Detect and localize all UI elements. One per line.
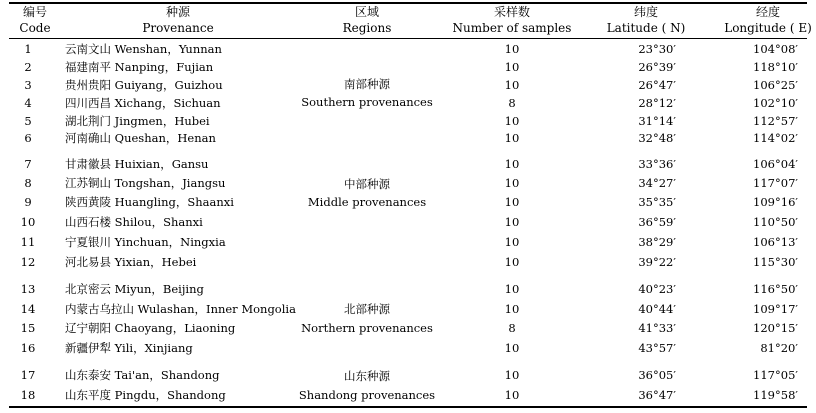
row-code: 15 [20,321,36,335]
region-label-zh: 中部种源 [344,177,390,191]
region-label-zh: 南部种源 [344,77,390,91]
row-longitude: 119°58′ [753,388,798,402]
region-label-en: Middle provenances [307,195,427,209]
row-longitude: 109°17′ [753,302,798,316]
row-longitude: 106°04′ [753,157,798,171]
row-code: 3 [24,78,32,92]
row-provenance: 河南确山 Queshan，Henan [65,131,216,145]
row-provenance: 河北易县 Yixian，Hebei [65,255,197,269]
row-code: 7 [24,157,32,171]
row-samples: 8 [508,321,516,335]
region-label-en: Southern provenances [301,95,433,109]
row-provenance: 辽宁朝阳 Chaoyang，Liaoning [65,321,236,335]
row-code: 12 [20,255,36,269]
row-latitude: 38°29′ [638,235,676,249]
region-label-en: Northern provenances [301,321,433,335]
row-samples: 10 [504,341,520,355]
row-samples: 10 [504,131,520,145]
header-samples-zh: 采样数 [493,5,531,19]
row-provenance: 贵州贵阳 Guiyang，Guizhou [65,78,223,92]
table-bottom-rule [9,406,807,408]
row-latitude: 36°59′ [638,215,676,229]
row-provenance: 北京密云 Miyun，Beijing [65,282,204,296]
row-samples: 10 [504,60,520,74]
row-longitude: 117°05′ [753,368,798,382]
row-code: 5 [24,114,32,128]
header-code-en: Code [19,21,51,35]
row-latitude: 28°12′ [638,96,676,110]
row-provenance: 山东泰安 Tai'an，Shandong [65,368,220,382]
row-samples: 10 [504,302,520,316]
row-code: 14 [20,302,36,316]
row-latitude: 23°30′ [638,42,676,56]
row-code: 13 [20,282,36,296]
header-region-en: Regions [342,21,392,35]
row-provenance: 福建南平 Nanping，Fujian [65,60,214,74]
row-latitude: 36°05′ [638,368,676,382]
row-longitude: 114°02′ [753,131,798,145]
row-longitude: 106°25′ [753,78,798,92]
row-longitude: 112°57′ [753,114,798,128]
row-longitude: 81°20′ [760,341,798,355]
row-code: 18 [20,388,36,402]
row-provenance: 云南文山 Wenshan，Yunnan [65,42,222,56]
row-samples: 10 [504,42,520,56]
row-samples: 10 [504,255,520,269]
header-bottom-rule [9,38,807,39]
row-code: 2 [24,60,32,74]
row-latitude: 26°39′ [638,60,676,74]
row-longitude: 120°15′ [753,321,798,335]
row-latitude: 33°36′ [638,157,676,171]
row-provenance: 山东平度 Pingdu，Shandong [65,388,226,402]
row-latitude: 43°57′ [638,341,676,355]
row-code: 17 [20,368,36,382]
row-code: 10 [20,215,36,229]
header-region-zh: 区域 [354,5,380,19]
row-latitude: 39°22′ [638,255,676,269]
row-latitude: 40°44′ [638,302,676,316]
row-provenance: 陕西黄陵 Huangling，Shaanxi [65,195,234,209]
row-code: 6 [24,131,32,145]
row-longitude: 110°50′ [753,215,798,229]
row-provenance: 江苏铜山 Tongshan，Jiangsu [65,176,226,190]
row-samples: 10 [504,114,520,128]
header-samples-en: Number of samples [452,21,572,35]
row-longitude: 109°16′ [753,195,798,209]
row-latitude: 32°48′ [638,131,676,145]
region-label-zh: 山东种源 [344,369,390,383]
row-samples: 10 [504,78,520,92]
row-code: 9 [24,195,32,209]
table-top-rule [9,2,807,4]
row-longitude: 116°50′ [753,282,798,296]
row-code: 16 [20,341,36,355]
row-code: 4 [24,96,32,110]
row-provenance: 甘肃徽县 Huixian，Gansu [65,157,209,171]
row-samples: 10 [504,195,520,209]
region-label-zh: 北部种源 [344,302,390,316]
row-code: 11 [20,235,36,249]
row-provenance: 湖北荆门 Jingmen，Hubei [65,114,210,128]
row-samples: 10 [504,235,520,249]
row-samples: 10 [504,176,520,190]
row-longitude: 117°07′ [753,176,798,190]
header-latitude-zh: 纬度 [633,5,659,19]
row-longitude: 106°13′ [753,235,798,249]
header-provenance-zh: 种源 [165,5,191,19]
row-longitude: 115°30′ [753,255,798,269]
row-provenance: 四川西昌 Xichang，Sichuan [65,96,221,110]
row-code: 8 [24,176,32,190]
row-longitude: 118°10′ [753,60,798,74]
row-provenance: 山西石楼 Shilou，Shanxi [65,215,203,229]
row-samples: 10 [504,282,520,296]
row-samples: 10 [504,157,520,171]
row-latitude: 26°47′ [638,78,676,92]
row-samples: 10 [504,215,520,229]
row-code: 1 [24,42,32,56]
row-samples: 8 [508,96,516,110]
row-samples: 10 [504,368,520,382]
row-latitude: 41°33′ [638,321,676,335]
header-provenance-en: Provenance [142,21,214,35]
row-provenance: 内蒙古乌拉山 Wulashan，Inner Mongolia [65,302,296,316]
region-label-en: Shandong provenances [298,388,436,402]
row-latitude: 36°47′ [638,388,676,402]
row-provenance: 新疆伊犁 Yili，Xinjiang [65,341,193,355]
row-latitude: 35°35′ [638,195,676,209]
row-longitude: 104°08′ [753,42,798,56]
header-longitude-zh: 经度 [755,5,781,19]
row-longitude: 102°10′ [753,96,798,110]
row-latitude: 31°14′ [638,114,676,128]
row-provenance: 宁夏银川 Yinchuan，Ningxia [65,235,226,249]
header-latitude-en: Latitude ( N) [606,21,686,35]
row-samples: 10 [504,388,520,402]
row-latitude: 34°27′ [638,176,676,190]
header-longitude-en: Longitude ( E) [724,21,812,35]
header-code-zh: 编号 [22,5,48,19]
row-latitude: 40°23′ [638,282,676,296]
